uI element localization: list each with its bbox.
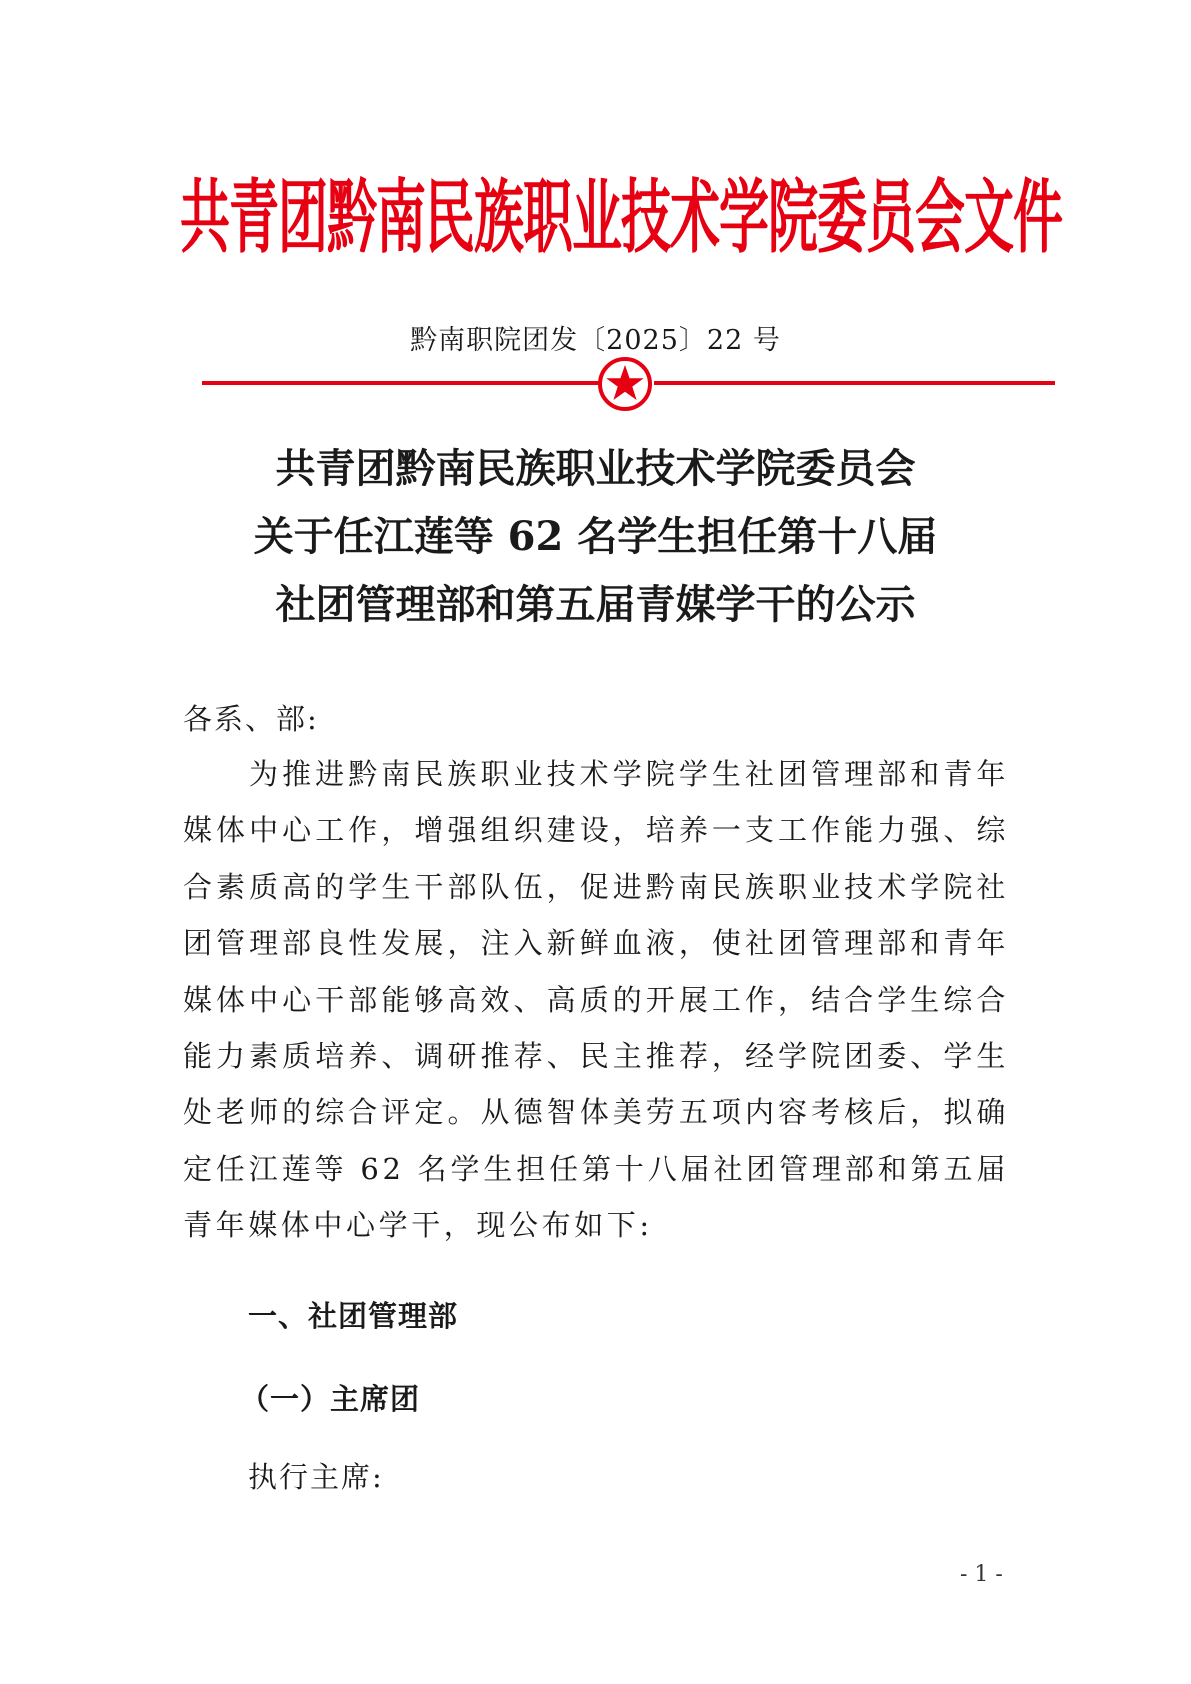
title-line-2: 关于任江莲等 62 名学生担任第十八届: [253, 513, 938, 560]
red-divider-left: [202, 381, 599, 385]
document-number: 黔南职院团发〔2025〕22 号: [410, 325, 781, 356]
document-title: [0, 435, 1191, 639]
red-star-emblem-icon: [597, 356, 653, 412]
section-heading-1: 一、社团管理部: [248, 1299, 459, 1333]
subsection-heading-1: （一）主席团: [240, 1382, 421, 1416]
executive-chair-label: 执行主席:: [248, 1460, 384, 1494]
red-divider-right: [654, 381, 1055, 385]
page-number: - 1 -: [960, 1562, 1003, 1587]
salutation: 各系、部:: [183, 702, 319, 736]
title-line-1: 共青团黔南民族职业技术学院委员会: [275, 445, 916, 492]
title-line-3: 社团管理部和第五届青媒学干的公示: [275, 581, 916, 628]
document-masthead: 共青团黔南民族职业技术学院委员会文件: [180, 171, 1062, 265]
body-paragraph: 为推进黔南民族职业技术学院学生社团管理部和青年媒体中心工作，增强组织建设，培养一支工作能力强、综合素质高的学生干部队伍，促进黔南民族职业技术学院社团管理部良性发展，注入新鲜血液，使社团管理部和青年媒体中心干部能够高效、高质的开展工作，结合学生综合能力素质培养、调研推荐、民主推荐，经学院团委、学生处老师的综合评定。从德智体美劳五项内容考核后，拟确定任江莲等 62 名学生担任第十八届社团管理部和第五届青年媒体中心学干，现公布如下:: [183, 757, 1009, 1243]
